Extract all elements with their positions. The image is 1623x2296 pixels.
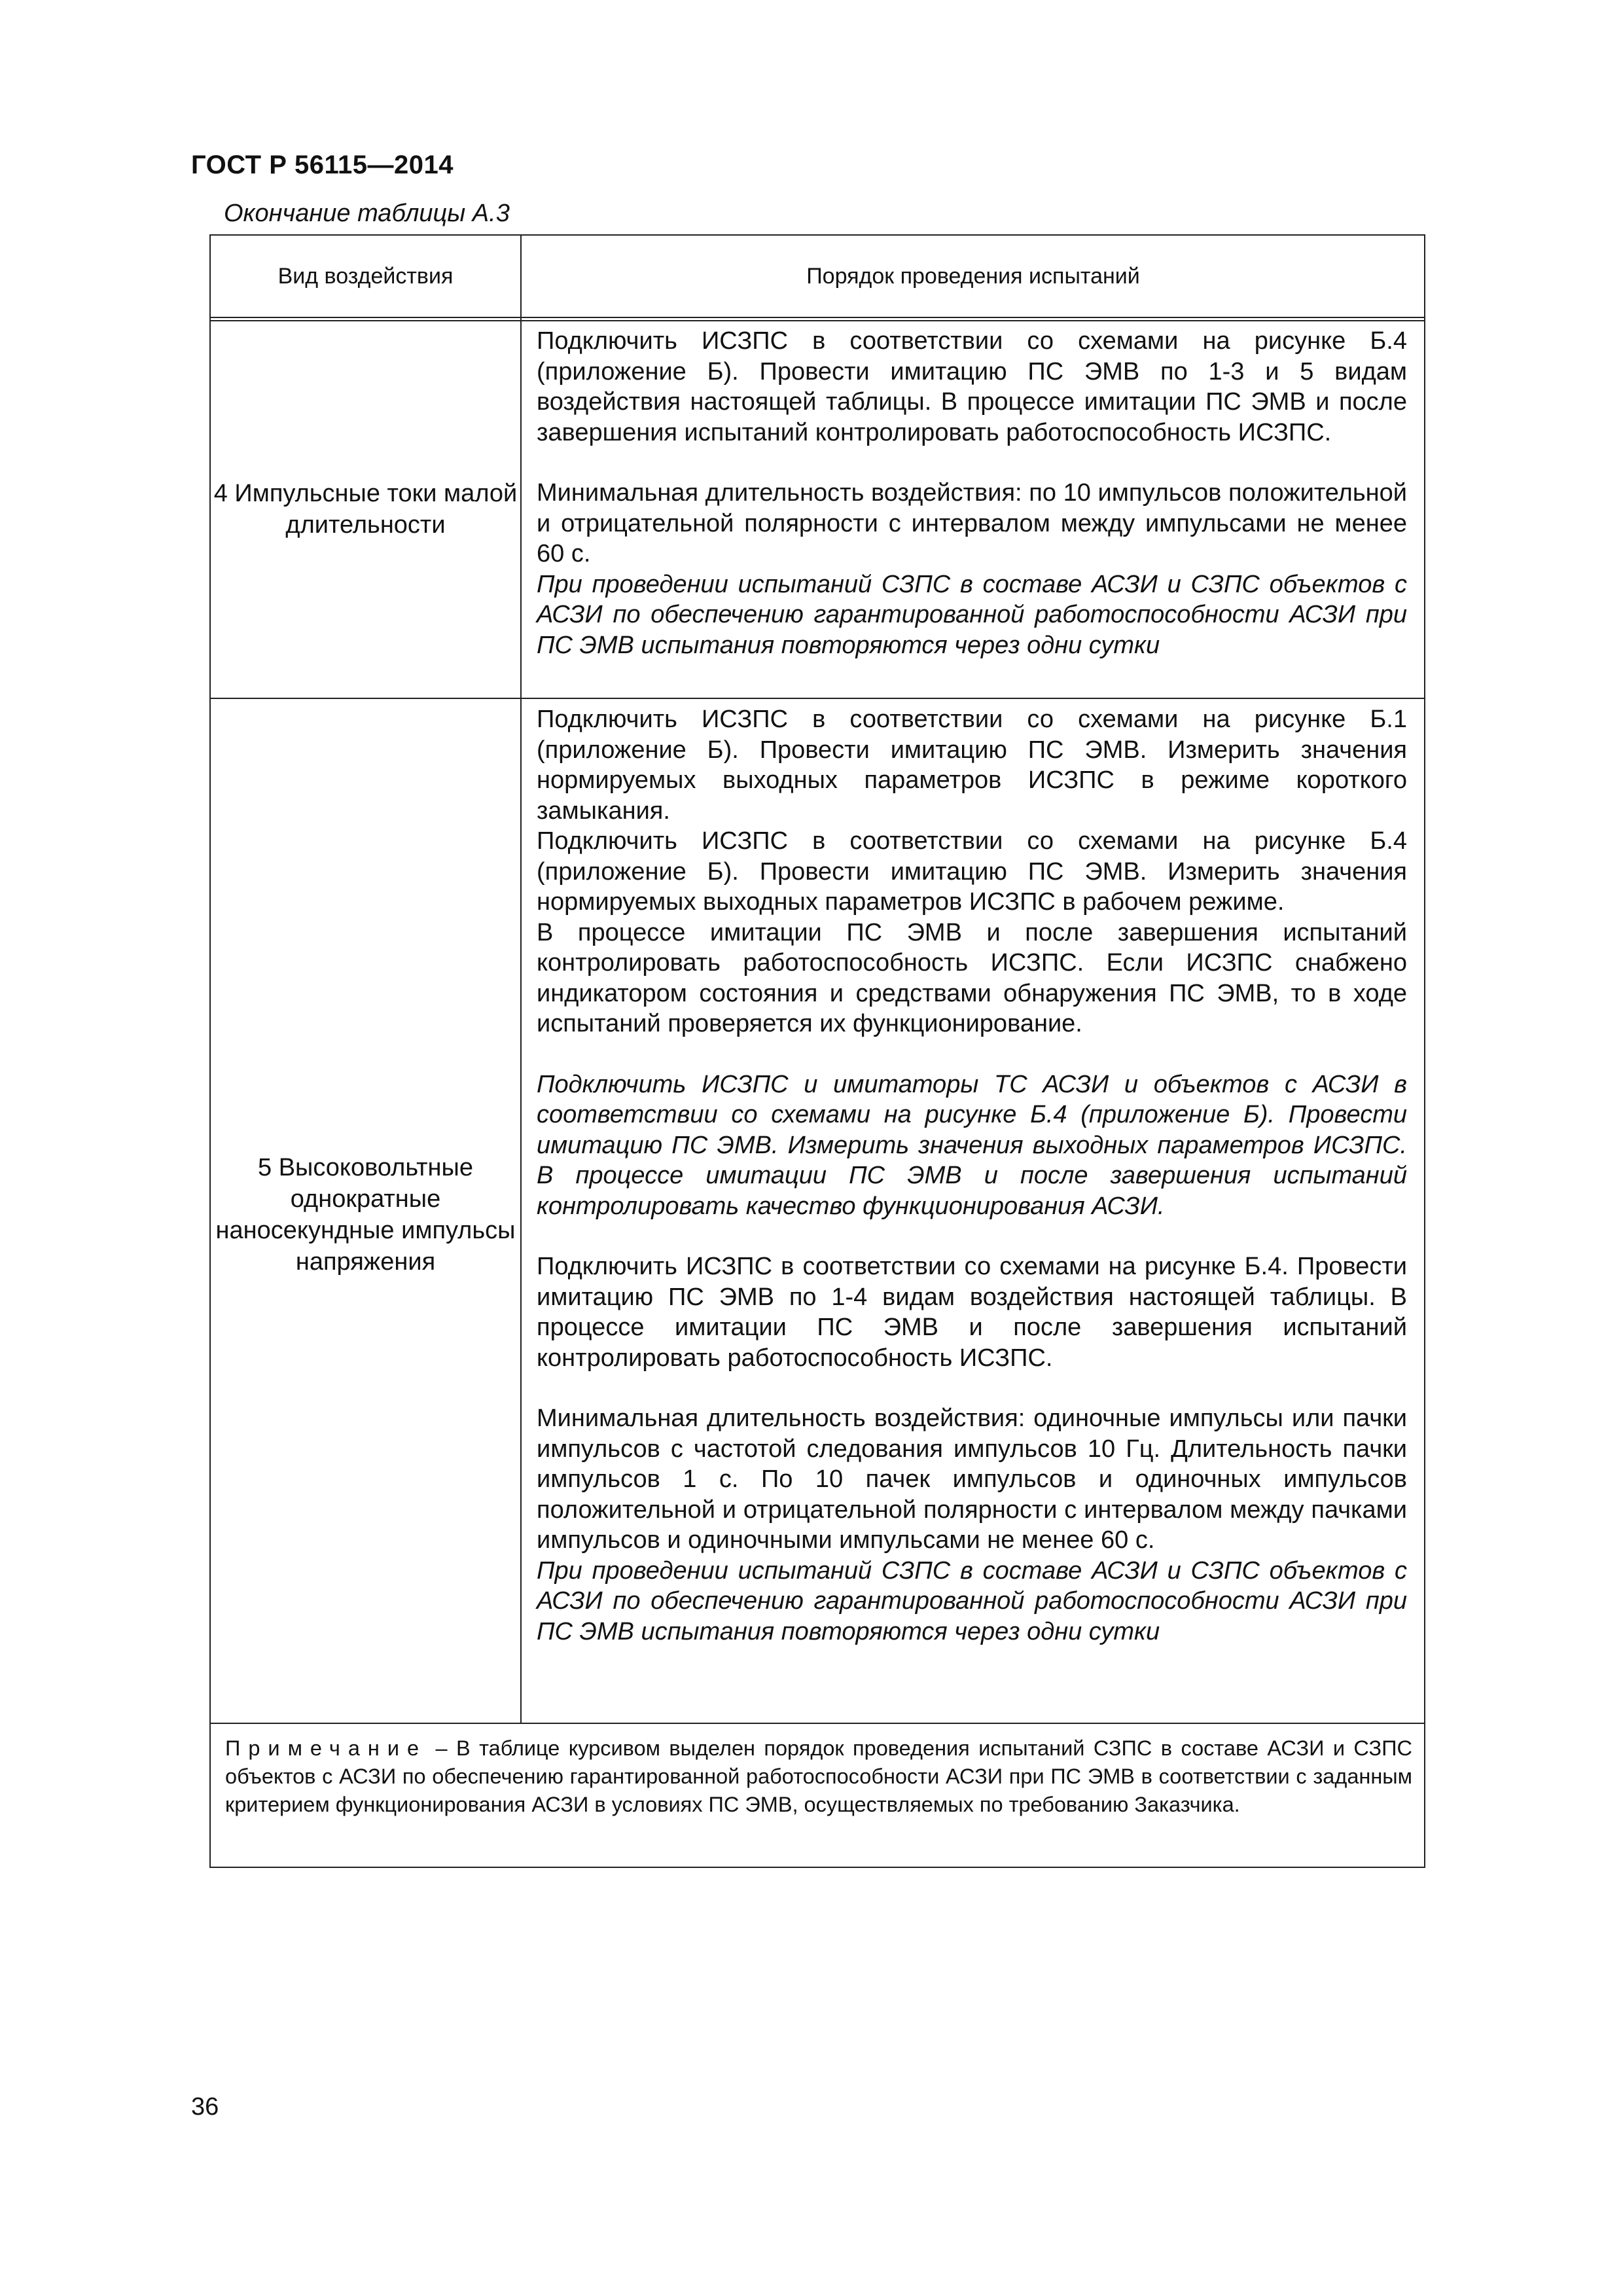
row-4-paragraph-3: При проведении испытаний СЗПС в составе АСЗИ и СЗПС объектов с АСЗИ по обеспечению гарантированной работоспособности АСЗИ при ПС ЭМВ испытания повторяются через одни сутки xyxy=(537,570,1407,659)
row-4-procedure xyxy=(537,326,1407,660)
row-4-kind: 4 Импульсные токи малой длительности xyxy=(213,480,518,539)
row-5-paragraph-5: Подключить ИСЗПС в соответствии со схемами на рисунке Б.4. Провести имитацию ПС ЭМВ по 1-4 видам воздействия настоящей таблицы. В процессе имитации ПС ЭМВ и после завершения испытаний контролировать работоспособность ИСЗПС. xyxy=(537,1253,1407,1372)
row-4-paragraph-2: Минимальная длительность воздействия: по 10 импульсов положительной и отрицательной полярности с интервалом между импульсами не менее 60 с. xyxy=(537,479,1407,567)
column-header-procedure: Порядок проведения испытаний xyxy=(806,263,1140,289)
row-5-kind: 5 Высоковольтные однократные наносекундные импульсы напряжения xyxy=(215,1154,516,1276)
row-4-paragraph-1: Подключить ИСЗПС в соответствии со схемами на рисунке Б.4 (приложение Б). Провести имитацию ПС ЭМВ по 1-3 и 5 видам воздействия настоящей таблицы. В процессе имитации ПС ЭМВ и после завершения испытаний контролировать работоспособность ИСЗПС. xyxy=(537,327,1407,446)
page-number: 36 xyxy=(191,2093,219,2121)
row-5-paragraph-4: Подключить ИСЗПС и имитаторы ТС АСЗИ и объектов с АСЗИ в соответствии со схемами на рисунке Б.4 (приложение Б). Провести имитацию ПС ЭМВ. Измерить значения выходных параметров ИСЗПС. В процессе имитации ПС ЭМВ и после завершения испытаний контролировать качество функционирования АСЗИ. xyxy=(537,1070,1407,1220)
row-5-procedure xyxy=(537,704,1407,1647)
header-divider xyxy=(211,317,1424,321)
note-label: Примечание xyxy=(225,1736,427,1760)
row-5-paragraph-6: Минимальная длительность воздействия: одиночные импульсы или пачки импульсов с частотой следования импульсов 10 Гц. Длительность пачки импульсов 1 с. По 10 пачек импульсов и одиночных импульсов положительной и отрицательной полярности с интервалом между пачками импульсов и одиночными импульсами не менее 60 с. xyxy=(537,1405,1407,1554)
table-note xyxy=(225,1734,1412,1819)
column-header-kind: Вид воздействия xyxy=(277,263,454,289)
row-5-paragraph-7: При проведении испытаний СЗПС в составе АСЗИ и СЗПС объектов с АСЗИ по обеспечению гарантированной работоспособности АСЗИ при ПС ЭМВ испытания повторяются через одни сутки xyxy=(537,1556,1407,1645)
row-5-paragraph-1: Подключить ИСЗПС в соответствии со схемами на рисунке Б.1 (приложение Б). Провести имитацию ПС ЭМВ. Измерить значения нормируемых выходных параметров ИСЗПС в режиме короткого замыкания. xyxy=(537,706,1407,825)
column-divider xyxy=(520,236,522,1723)
tests-table xyxy=(209,234,1425,1868)
note-divider xyxy=(211,1723,1424,1724)
document-code: ГОСТ Р 56115—2014 xyxy=(191,151,454,179)
row-5-paragraph-2: Подключить ИСЗПС в соответствии со схемами на рисунке Б.4 (приложение Б). Провести имитацию ПС ЭМВ. Измерить значения нормируемых выходных параметров ИСЗПС в рабочем режиме. xyxy=(537,827,1407,916)
note-text: В таблице курсивом выделен порядок проведения испытаний СЗПС в составе АСЗИ и СЗПС объектов с АСЗИ по обеспечению гарантированной работоспособности АСЗИ при ПС ЭМВ в соответствии с заданным критерием функционирования АСЗИ в условиях ПС ЭМВ, осуществляемых по требованию Заказчика. xyxy=(225,1736,1412,1816)
row-divider xyxy=(211,698,1424,699)
row-5-paragraph-3: В процессе имитации ПС ЭМВ и после завершения испытаний контролировать работоспособность ИСЗПС. Если ИСЗПС снабжено индикатором состояния и средствами обнаружения ПС ЭМВ, то в ходе испытаний проверяется их функционирование. xyxy=(537,918,1407,1037)
table-caption: Окончание таблицы А.3 xyxy=(224,200,510,227)
note-dash: – xyxy=(427,1736,457,1760)
